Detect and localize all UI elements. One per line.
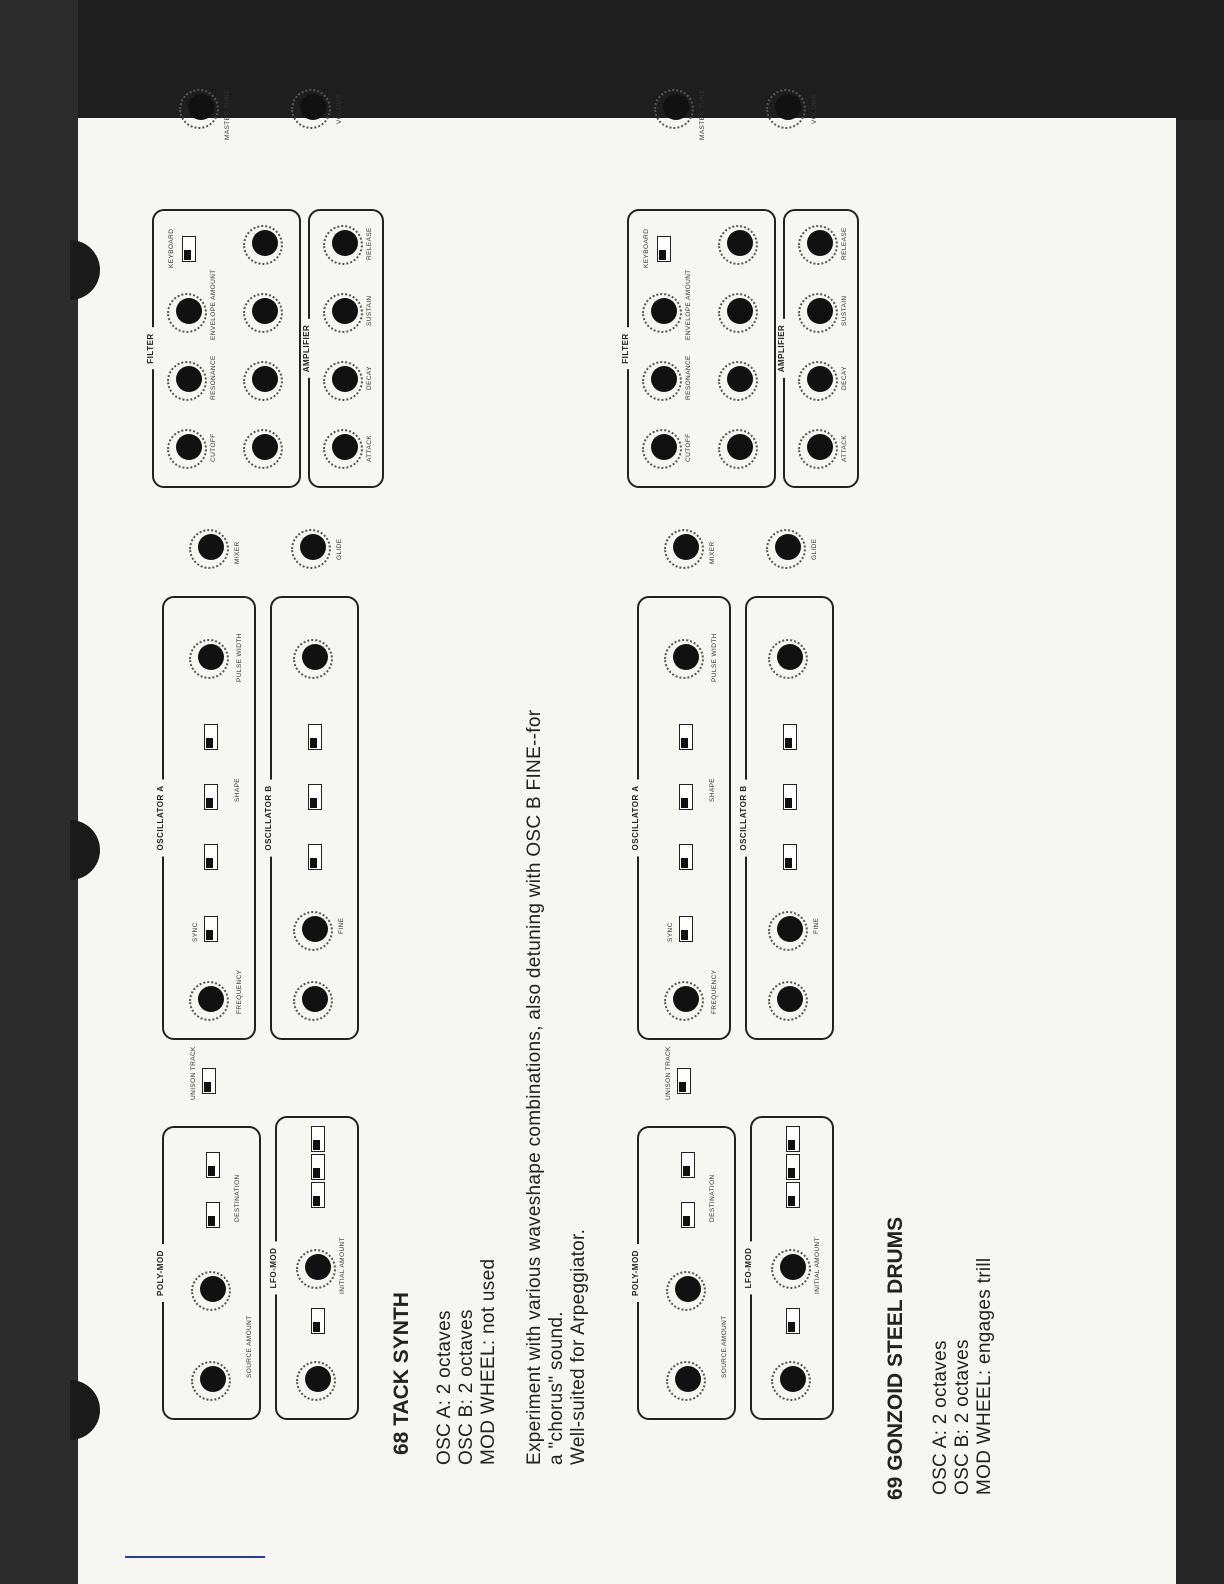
- filter-release-knob[interactable]: [252, 230, 278, 256]
- patch-68-note-line-2: a "chorus" sound.: [546, 1311, 567, 1465]
- frequency-label: FREQUENCY: [236, 969, 243, 1014]
- freq-a-switch[interactable]: [681, 1202, 695, 1228]
- fine-label: FINE: [338, 917, 345, 934]
- master-tune-knob[interactable]: [188, 94, 214, 120]
- frequency-label: FREQUENCY: [711, 969, 718, 1014]
- amplifier-section: [302, 209, 384, 488]
- amp-sustain-knob[interactable]: [807, 298, 833, 324]
- osc-a-pulse-width-knob[interactable]: [198, 644, 224, 670]
- sync-switch[interactable]: [204, 916, 218, 942]
- shape-label: SHAPE: [709, 777, 716, 802]
- osc-b-fine-knob[interactable]: [302, 916, 328, 942]
- unison-track-label: UNISON TRACK: [665, 1046, 672, 1100]
- panel-diagram-69: [621, 40, 865, 1440]
- amp-sustain-knob[interactable]: [332, 298, 358, 324]
- release-label: RELEASE: [366, 227, 373, 260]
- osc-b-pulse-width-knob[interactable]: [777, 644, 803, 670]
- sync-switch[interactable]: [679, 916, 693, 942]
- amp-attack-knob[interactable]: [332, 434, 358, 460]
- keyboard-label: KEYBOARD: [643, 228, 650, 268]
- filter-section: [146, 209, 301, 488]
- lfo-mod-title: LFO-MOD: [269, 1242, 278, 1295]
- osc-b-saw-switch[interactable]: [308, 844, 322, 870]
- lfo-frequency-knob[interactable]: [780, 1366, 806, 1392]
- freq-ab-switch[interactable]: [786, 1182, 800, 1208]
- poly-mod-title: POLY-MOD: [631, 1244, 640, 1302]
- sustain-label: SUSTAIN: [841, 295, 848, 326]
- oscillator-b-title: OSCILLATOR B: [264, 779, 273, 856]
- oscillator-a-section: [156, 596, 256, 1040]
- unison-track-label: UNISON TRACK: [190, 1046, 197, 1100]
- filter-switch[interactable]: [206, 1152, 220, 1178]
- filter-switch[interactable]: [681, 1152, 695, 1178]
- page-mark: [125, 1556, 265, 1558]
- filter-title: FILTER: [621, 327, 630, 369]
- osc-b-frequency-knob[interactable]: [777, 986, 803, 1012]
- source-amount-label: SOURCE AMOUNT: [721, 1315, 728, 1378]
- filter-title: FILTER: [146, 327, 155, 369]
- sync-label: SYNC: [667, 922, 674, 942]
- glide-knob[interactable]: [300, 534, 326, 560]
- background-left: [0, 0, 78, 1584]
- envelope-amount-knob[interactable]: [176, 298, 202, 324]
- freq-ab-switch[interactable]: [311, 1182, 325, 1208]
- patch-69-osc-b: OSC B: 2 octaves: [952, 1339, 973, 1495]
- source-amount-knob[interactable]: [200, 1366, 226, 1392]
- amp-decay-knob[interactable]: [332, 366, 358, 392]
- filter-decay-knob[interactable]: [252, 366, 278, 392]
- osc-a-pulse-width-knob[interactable]: [673, 644, 699, 670]
- envelope-amount-label: ENVELOPE AMOUNT: [210, 269, 217, 340]
- filter-attack-knob[interactable]: [252, 434, 278, 460]
- osc-b-tri-switch[interactable]: [783, 784, 797, 810]
- mixer-label: MIXER: [234, 541, 241, 564]
- osc-a-tri-switch[interactable]: [204, 784, 218, 810]
- glide-knob[interactable]: [775, 534, 801, 560]
- resonance-label: RESONANCE: [210, 355, 217, 400]
- unison-track-switch[interactable]: [202, 1068, 216, 1094]
- lfo-mod-section: [269, 1116, 359, 1420]
- glide-label: GLIDE: [336, 538, 343, 560]
- panel-diagram-68: [146, 40, 390, 1440]
- lfo-filter-switch[interactable]: [311, 1126, 325, 1152]
- poly-mod-section: [156, 1126, 261, 1420]
- filter-attack-knob[interactable]: [727, 434, 753, 460]
- fine-label: FINE: [813, 917, 820, 934]
- osc-a-saw-switch[interactable]: [679, 844, 693, 870]
- filter-sustain-knob[interactable]: [727, 298, 753, 324]
- mixer-label: MIXER: [709, 541, 716, 564]
- cutoff-label: CUTOFF: [210, 433, 217, 462]
- volume-label: VOLUME: [336, 94, 343, 124]
- amp-release-knob[interactable]: [332, 230, 358, 256]
- source-amount-label: SOURCE AMOUNT: [246, 1315, 253, 1378]
- envelope-amount-knob[interactable]: [651, 298, 677, 324]
- lfo-shape-switch[interactable]: [311, 1308, 325, 1334]
- osc-b-knob[interactable]: [675, 1276, 701, 1302]
- freq-a-switch[interactable]: [206, 1202, 220, 1228]
- patch-68-mod-wheel: MOD WHEEL: not used: [478, 1258, 499, 1465]
- attack-label: ATTACK: [841, 434, 848, 462]
- lfo-mod-title: LFO-MOD: [744, 1242, 753, 1295]
- master-tune-knob[interactable]: [663, 94, 689, 120]
- filter-decay-knob[interactable]: [727, 366, 753, 392]
- initial-amount-label: INITIAL AMOUNT: [339, 1236, 346, 1294]
- unison-track-switch[interactable]: [677, 1068, 691, 1094]
- osc-a-pulse-switch[interactable]: [204, 724, 218, 750]
- poly-mod-section: [631, 1126, 736, 1420]
- pw-ab-switch[interactable]: [786, 1154, 800, 1180]
- patch-68-note-line-1: Experiment with various waveshape combinations, also detuning with OSC B FINE--for: [524, 709, 545, 1465]
- lfo-frequency-knob[interactable]: [305, 1366, 331, 1392]
- oscillator-b-section: [739, 596, 834, 1040]
- patch-69-osc-a: OSC A: 2 octaves: [930, 1340, 951, 1495]
- osc-b-pulse-switch[interactable]: [783, 724, 797, 750]
- decay-label: DECAY: [366, 366, 373, 390]
- envelope-amount-label: ENVELOPE AMOUNT: [685, 269, 692, 340]
- glide-label: GLIDE: [811, 538, 818, 560]
- sustain-label: SUSTAIN: [366, 295, 373, 326]
- amp-release-knob[interactable]: [807, 230, 833, 256]
- patch-68-note-line-3: Well-suited for Arpeggiator.: [568, 1228, 589, 1465]
- osc-b-saw-switch[interactable]: [783, 844, 797, 870]
- patch-68-heading: 68 TACK SYNTH: [390, 1292, 413, 1455]
- destination-label: DESTINATION: [234, 1174, 241, 1222]
- amp-decay-knob[interactable]: [807, 366, 833, 392]
- pw-ab-switch[interactable]: [311, 1154, 325, 1180]
- pulse-width-label: PULSE WIDTH: [236, 633, 243, 682]
- oscillator-a-title: OSCILLATOR A: [156, 780, 165, 857]
- pulse-width-label: PULSE WIDTH: [711, 633, 718, 682]
- filter-section: [621, 209, 776, 488]
- amplifier-title: AMPLIFIER: [777, 319, 786, 379]
- patch-68-osc-a: OSC A: 2 octaves: [434, 1310, 455, 1465]
- osc-b-tri-switch[interactable]: [308, 784, 322, 810]
- volume-knob[interactable]: [300, 94, 326, 120]
- destination-label: DESTINATION: [709, 1174, 716, 1222]
- oscillator-b-title: OSCILLATOR B: [739, 779, 748, 856]
- poly-mod-title: POLY-MOD: [156, 1244, 165, 1302]
- shape-label: SHAPE: [234, 777, 241, 802]
- cutoff-label: CUTOFF: [685, 433, 692, 462]
- lfo-shape-switch[interactable]: [786, 1308, 800, 1334]
- keyboard-switch[interactable]: [182, 236, 196, 262]
- oscillator-a-title: OSCILLATOR A: [631, 780, 640, 857]
- initial-amount-knob[interactable]: [305, 1254, 331, 1280]
- patch-68-osc-b: OSC B: 2 octaves: [456, 1309, 477, 1465]
- keyboard-switch[interactable]: [657, 236, 671, 262]
- mixer-knob[interactable]: [198, 534, 224, 560]
- osc-b-pulse-width-knob[interactable]: [302, 644, 328, 670]
- filter-sustain-knob[interactable]: [252, 298, 278, 324]
- osc-a-tri-switch[interactable]: [679, 784, 693, 810]
- resonance-knob[interactable]: [651, 366, 677, 392]
- amplifier-title: AMPLIFIER: [302, 319, 311, 379]
- osc-a-frequency-knob[interactable]: [198, 986, 224, 1012]
- patch-69-mod-wheel: MOD WHEEL: engages trill: [974, 1257, 995, 1495]
- initial-amount-knob[interactable]: [780, 1254, 806, 1280]
- oscillator-b-section: [264, 596, 359, 1040]
- osc-a-saw-switch[interactable]: [204, 844, 218, 870]
- osc-b-frequency-knob[interactable]: [302, 986, 328, 1012]
- osc-b-knob[interactable]: [200, 1276, 226, 1302]
- source-amount-knob[interactable]: [675, 1366, 701, 1392]
- keyboard-label: KEYBOARD: [168, 228, 175, 268]
- release-label: RELEASE: [841, 227, 848, 260]
- resonance-label: RESONANCE: [685, 355, 692, 400]
- cutoff-knob[interactable]: [176, 434, 202, 460]
- filter-release-knob[interactable]: [727, 230, 753, 256]
- volume-label: VOLUME: [811, 94, 818, 124]
- osc-b-pulse-switch[interactable]: [308, 724, 322, 750]
- master-tune-label: MASTER TUNE: [699, 89, 706, 140]
- lfo-mod-section: [744, 1116, 834, 1420]
- osc-a-frequency-knob[interactable]: [673, 986, 699, 1012]
- cutoff-knob[interactable]: [651, 434, 677, 460]
- amplifier-section: [777, 209, 859, 488]
- attack-label: ATTACK: [366, 434, 373, 462]
- patch-69-heading: 69 GONZOID STEEL DRUMS: [884, 1216, 907, 1500]
- resonance-knob[interactable]: [176, 366, 202, 392]
- volume-knob[interactable]: [775, 94, 801, 120]
- sync-label: SYNC: [192, 922, 199, 942]
- initial-amount-label: INITIAL AMOUNT: [814, 1236, 821, 1294]
- osc-a-pulse-switch[interactable]: [679, 724, 693, 750]
- osc-b-fine-knob[interactable]: [777, 916, 803, 942]
- decay-label: DECAY: [841, 366, 848, 390]
- master-tune-label: MASTER TUNE: [224, 89, 231, 140]
- lfo-filter-switch[interactable]: [786, 1126, 800, 1152]
- mixer-knob[interactable]: [673, 534, 699, 560]
- oscillator-a-section: [631, 596, 731, 1040]
- amp-attack-knob[interactable]: [807, 434, 833, 460]
